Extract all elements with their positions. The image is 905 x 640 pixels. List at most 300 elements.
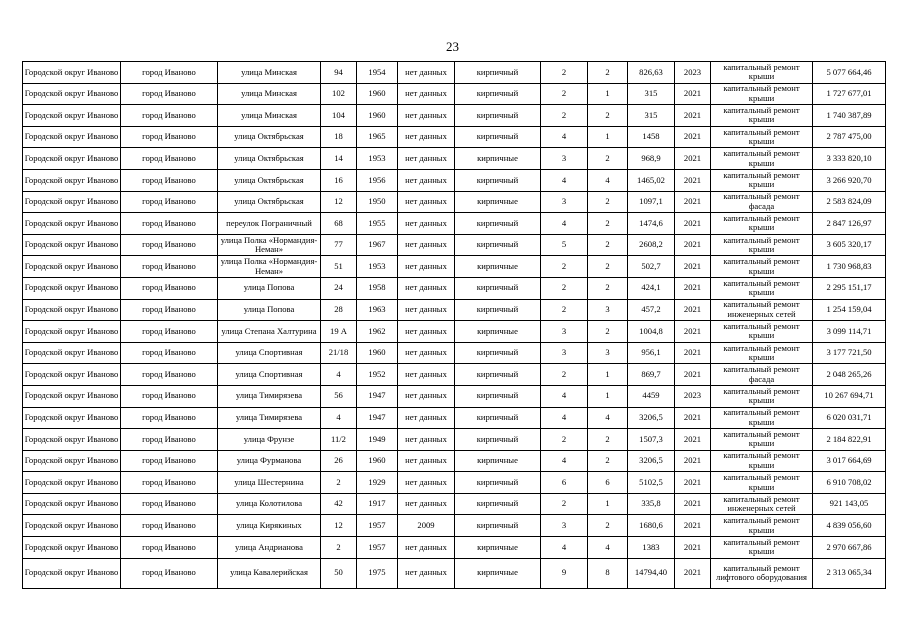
cell-street: улица Колотилова xyxy=(218,493,321,515)
cell-floors: 2 xyxy=(541,62,588,84)
cell-plan-year: 2021 xyxy=(675,558,711,588)
cell-area: 315 xyxy=(628,83,675,105)
cell-cost: 3 099 114,71 xyxy=(813,321,886,343)
cell-wall-material: кирпичный xyxy=(455,364,541,386)
cell-area: 1097,1 xyxy=(628,191,675,213)
cell-year-commissioned: нет данных xyxy=(398,169,455,191)
cell-house-number: 28 xyxy=(321,299,357,321)
cell-settlement: город Иваново xyxy=(121,126,218,148)
cell-wall-material: кирпичные xyxy=(455,558,541,588)
table-row xyxy=(23,62,886,84)
table-row xyxy=(23,299,886,321)
cell-year-built: 1947 xyxy=(357,385,398,407)
cell-plan-year: 2021 xyxy=(675,472,711,494)
cell-plan-year: 2021 xyxy=(675,169,711,191)
table-row xyxy=(23,472,886,494)
cell-year-built: 1965 xyxy=(357,126,398,148)
cell-year-built: 1956 xyxy=(357,169,398,191)
cell-repair-type: капитальный ремонт крыши xyxy=(711,169,813,191)
table-row xyxy=(23,277,886,299)
cell-year-commissioned: нет данных xyxy=(398,277,455,299)
cell-entrances: 2 xyxy=(588,105,628,127)
cell-cost: 1 740 387,89 xyxy=(813,105,886,127)
table-row xyxy=(23,169,886,191)
cell-plan-year: 2021 xyxy=(675,364,711,386)
cell-house-number: 14 xyxy=(321,148,357,170)
cell-year-commissioned: нет данных xyxy=(398,234,455,256)
cell-floors: 2 xyxy=(541,299,588,321)
cell-floors: 5 xyxy=(541,234,588,256)
table-row xyxy=(23,234,886,256)
cell-entrances: 2 xyxy=(588,191,628,213)
cell-municipality: Городской округ Иваново xyxy=(23,537,121,559)
cell-cost: 2 295 151,17 xyxy=(813,277,886,299)
cell-repair-type: капитальный ремонт крыши xyxy=(711,537,813,559)
cell-repair-type: капитальный ремонт инженерных сетей xyxy=(711,493,813,515)
cell-wall-material: кирпичный xyxy=(455,213,541,235)
cell-entrances: 8 xyxy=(588,558,628,588)
cell-entrances: 2 xyxy=(588,429,628,451)
cell-wall-material: кирпичный xyxy=(455,429,541,451)
cell-area: 869,7 xyxy=(628,364,675,386)
cell-house-number: 18 xyxy=(321,126,357,148)
cell-plan-year: 2021 xyxy=(675,234,711,256)
cell-street: улица Минская xyxy=(218,62,321,84)
cell-floors: 2 xyxy=(541,105,588,127)
cell-plan-year: 2021 xyxy=(675,191,711,213)
table-row xyxy=(23,105,886,127)
cell-year-commissioned: нет данных xyxy=(398,256,455,278)
cell-street: улица Степана Халтурина xyxy=(218,321,321,343)
cell-cost: 1 727 677,01 xyxy=(813,83,886,105)
cell-entrances: 2 xyxy=(588,277,628,299)
cell-repair-type: капитальный ремонт крыши xyxy=(711,148,813,170)
cell-repair-type: капитальный ремонт крыши xyxy=(711,83,813,105)
cell-repair-type: капитальный ремонт крыши xyxy=(711,429,813,451)
cell-street: улица Октябрьская xyxy=(218,169,321,191)
cell-area: 1004,8 xyxy=(628,321,675,343)
cell-entrances: 1 xyxy=(588,364,628,386)
cell-plan-year: 2021 xyxy=(675,537,711,559)
cell-cost: 1 254 159,04 xyxy=(813,299,886,321)
cell-cost: 2 184 822,91 xyxy=(813,429,886,451)
cell-plan-year: 2021 xyxy=(675,429,711,451)
cell-floors: 3 xyxy=(541,148,588,170)
cell-entrances: 3 xyxy=(588,342,628,364)
cell-year-commissioned: нет данных xyxy=(398,299,455,321)
cell-year-built: 1953 xyxy=(357,148,398,170)
cell-floors: 2 xyxy=(541,83,588,105)
cell-year-commissioned: нет данных xyxy=(398,364,455,386)
cell-plan-year: 2021 xyxy=(675,450,711,472)
cell-settlement: город Иваново xyxy=(121,321,218,343)
cell-year-built: 1957 xyxy=(357,537,398,559)
cell-plan-year: 2023 xyxy=(675,385,711,407)
cell-settlement: город Иваново xyxy=(121,213,218,235)
cell-cost: 3 333 820,10 xyxy=(813,148,886,170)
cell-municipality: Городской округ Иваново xyxy=(23,407,121,429)
cell-cost: 2 970 667,86 xyxy=(813,537,886,559)
cell-repair-type: капитальный ремонт крыши xyxy=(711,450,813,472)
cell-house-number: 2 xyxy=(321,472,357,494)
cell-street: улица Минская xyxy=(218,105,321,127)
cell-house-number: 102 xyxy=(321,83,357,105)
cell-house-number: 16 xyxy=(321,169,357,191)
table-row xyxy=(23,493,886,515)
cell-entrances: 2 xyxy=(588,213,628,235)
cell-wall-material: кирпичный xyxy=(455,277,541,299)
cell-municipality: Городской округ Иваново xyxy=(23,515,121,537)
cell-plan-year: 2021 xyxy=(675,256,711,278)
cell-settlement: город Иваново xyxy=(121,472,218,494)
cell-municipality: Городской округ Иваново xyxy=(23,126,121,148)
cell-year-built: 1917 xyxy=(357,493,398,515)
cell-floors: 3 xyxy=(541,321,588,343)
cell-house-number: 26 xyxy=(321,450,357,472)
cell-area: 968,9 xyxy=(628,148,675,170)
cell-cost: 2 313 065,34 xyxy=(813,558,886,588)
cell-wall-material: кирпичные xyxy=(455,148,541,170)
cell-plan-year: 2021 xyxy=(675,148,711,170)
cell-entrances: 2 xyxy=(588,148,628,170)
cell-floors: 2 xyxy=(541,493,588,515)
cell-year-built: 1960 xyxy=(357,105,398,127)
cell-area: 826,63 xyxy=(628,62,675,84)
cell-municipality: Городской округ Иваново xyxy=(23,234,121,256)
cell-plan-year: 2021 xyxy=(675,493,711,515)
cell-municipality: Городской округ Иваново xyxy=(23,83,121,105)
table-row xyxy=(23,385,886,407)
cell-repair-type: капитальный ремонт инженерных сетей xyxy=(711,299,813,321)
cell-floors: 2 xyxy=(541,429,588,451)
cell-area: 3206,5 xyxy=(628,450,675,472)
cell-municipality: Городской округ Иваново xyxy=(23,299,121,321)
cell-plan-year: 2021 xyxy=(675,515,711,537)
cell-settlement: город Иваново xyxy=(121,62,218,84)
cell-year-commissioned: 2009 xyxy=(398,515,455,537)
cell-house-number: 56 xyxy=(321,385,357,407)
cell-year-commissioned: нет данных xyxy=(398,148,455,170)
cell-floors: 2 xyxy=(541,364,588,386)
cell-street: улица Октябрьская xyxy=(218,191,321,213)
cell-year-commissioned: нет данных xyxy=(398,493,455,515)
cell-area: 5102,5 xyxy=(628,472,675,494)
cell-floors: 4 xyxy=(541,450,588,472)
cell-repair-type: капитальный ремонт крыши xyxy=(711,234,813,256)
cell-house-number: 94 xyxy=(321,62,357,84)
cell-year-commissioned: нет данных xyxy=(398,342,455,364)
cell-year-commissioned: нет данных xyxy=(398,191,455,213)
cell-year-commissioned: нет данных xyxy=(398,213,455,235)
cell-wall-material: кирпичные xyxy=(455,450,541,472)
cell-street: улица Октябрьская xyxy=(218,148,321,170)
cell-street: улица Тимирязева xyxy=(218,407,321,429)
cell-year-commissioned: нет данных xyxy=(398,105,455,127)
cell-wall-material: кирпичный xyxy=(455,472,541,494)
table-row xyxy=(23,558,886,588)
cell-year-built: 1963 xyxy=(357,299,398,321)
cell-floors: 3 xyxy=(541,191,588,213)
cell-cost: 2 787 475,00 xyxy=(813,126,886,148)
cell-year-commissioned: нет данных xyxy=(398,537,455,559)
cell-settlement: город Иваново xyxy=(121,234,218,256)
cell-house-number: 50 xyxy=(321,558,357,588)
cell-year-built: 1958 xyxy=(357,277,398,299)
cell-settlement: город Иваново xyxy=(121,450,218,472)
cell-repair-type: капитальный ремонт крыши xyxy=(711,472,813,494)
cell-floors: 4 xyxy=(541,126,588,148)
cell-floors: 4 xyxy=(541,213,588,235)
cell-area: 315 xyxy=(628,105,675,127)
cell-year-commissioned: нет данных xyxy=(398,558,455,588)
cell-year-built: 1949 xyxy=(357,429,398,451)
cell-area: 1474,6 xyxy=(628,213,675,235)
cell-street: улица Шестернина xyxy=(218,472,321,494)
cell-cost: 3 177 721,50 xyxy=(813,342,886,364)
cell-cost: 2 583 824,09 xyxy=(813,191,886,213)
cell-cost: 3 266 920,70 xyxy=(813,169,886,191)
cell-house-number: 12 xyxy=(321,191,357,213)
cell-plan-year: 2021 xyxy=(675,299,711,321)
cell-settlement: город Иваново xyxy=(121,429,218,451)
cell-cost: 3 017 664,69 xyxy=(813,450,886,472)
cell-house-number: 21/18 xyxy=(321,342,357,364)
cell-area: 2608,2 xyxy=(628,234,675,256)
cell-wall-material: кирпичный xyxy=(455,493,541,515)
cell-settlement: город Иваново xyxy=(121,83,218,105)
cell-entrances: 2 xyxy=(588,256,628,278)
cell-street: улица Спортивная xyxy=(218,364,321,386)
cell-wall-material: кирпичный xyxy=(455,299,541,321)
cell-area: 1383 xyxy=(628,537,675,559)
cell-street: улица Минская xyxy=(218,83,321,105)
cell-settlement: город Иваново xyxy=(121,364,218,386)
cell-municipality: Городской округ Иваново xyxy=(23,558,121,588)
table-row xyxy=(23,191,886,213)
cell-cost: 6 910 708,02 xyxy=(813,472,886,494)
cell-floors: 3 xyxy=(541,515,588,537)
cell-year-built: 1960 xyxy=(357,83,398,105)
cell-repair-type: капитальный ремонт крыши xyxy=(711,407,813,429)
cell-street: улица Попова xyxy=(218,277,321,299)
cell-municipality: Городской округ Иваново xyxy=(23,105,121,127)
cell-year-built: 1960 xyxy=(357,342,398,364)
cell-street: улица Тимирязева xyxy=(218,385,321,407)
cell-street: улица Фурманова xyxy=(218,450,321,472)
cell-cost: 2 847 126,97 xyxy=(813,213,886,235)
cell-year-commissioned: нет данных xyxy=(398,126,455,148)
cell-floors: 4 xyxy=(541,407,588,429)
cell-wall-material: кирпичный xyxy=(455,515,541,537)
cell-entrances: 3 xyxy=(588,299,628,321)
table-row xyxy=(23,342,886,364)
cell-entrances: 4 xyxy=(588,407,628,429)
cell-settlement: город Иваново xyxy=(121,385,218,407)
cell-cost: 6 020 031,71 xyxy=(813,407,886,429)
cell-cost: 5 077 664,46 xyxy=(813,62,886,84)
cell-wall-material: кирпичные xyxy=(455,191,541,213)
cell-year-built: 1929 xyxy=(357,472,398,494)
cell-municipality: Городской округ Иваново xyxy=(23,429,121,451)
cell-entrances: 2 xyxy=(588,62,628,84)
cell-wall-material: кирпичные xyxy=(455,256,541,278)
cell-street: улица Попова xyxy=(218,299,321,321)
cell-entrances: 2 xyxy=(588,450,628,472)
cell-repair-type: капитальный ремонт крыши xyxy=(711,321,813,343)
cell-area: 4459 xyxy=(628,385,675,407)
cell-municipality: Городской округ Иваново xyxy=(23,148,121,170)
cell-year-built: 1962 xyxy=(357,321,398,343)
cell-cost: 3 605 320,17 xyxy=(813,234,886,256)
cell-floors: 4 xyxy=(541,169,588,191)
table-row xyxy=(23,450,886,472)
cell-floors: 2 xyxy=(541,256,588,278)
cell-street: улица Полка «Нормандия-Неман» xyxy=(218,234,321,256)
cell-street: улица Кавалерийская xyxy=(218,558,321,588)
cell-entrances: 1 xyxy=(588,126,628,148)
cell-house-number: 2 xyxy=(321,537,357,559)
cell-street: переулок Пограничный xyxy=(218,213,321,235)
table-row xyxy=(23,213,886,235)
cell-repair-type: капитальный ремонт крыши xyxy=(711,126,813,148)
cell-street: улица Фрунзе xyxy=(218,429,321,451)
cell-street: улица Октябрьская xyxy=(218,126,321,148)
cell-settlement: город Иваново xyxy=(121,277,218,299)
table-row xyxy=(23,148,886,170)
table-row xyxy=(23,407,886,429)
cell-wall-material: кирпичные xyxy=(455,321,541,343)
cell-house-number: 11/2 xyxy=(321,429,357,451)
cell-street: улица Спортивная xyxy=(218,342,321,364)
cell-house-number: 19 А xyxy=(321,321,357,343)
cell-year-built: 1955 xyxy=(357,213,398,235)
cell-year-commissioned: нет данных xyxy=(398,472,455,494)
page-number: 23 xyxy=(446,39,459,54)
cell-plan-year: 2021 xyxy=(675,342,711,364)
cell-wall-material: кирпичный xyxy=(455,169,541,191)
cell-municipality: Городской округ Иваново xyxy=(23,385,121,407)
cell-area: 457,2 xyxy=(628,299,675,321)
cell-cost: 4 839 056,60 xyxy=(813,515,886,537)
cell-entrances: 1 xyxy=(588,493,628,515)
cell-settlement: город Иваново xyxy=(121,537,218,559)
cell-repair-type: капитальный ремонт крыши xyxy=(711,105,813,127)
cell-wall-material: кирпичные xyxy=(455,537,541,559)
cell-municipality: Городской округ Иваново xyxy=(23,277,121,299)
cell-plan-year: 2021 xyxy=(675,277,711,299)
cell-wall-material: кирпичный xyxy=(455,105,541,127)
cell-settlement: город Иваново xyxy=(121,169,218,191)
cell-area: 424,1 xyxy=(628,277,675,299)
cell-settlement: город Иваново xyxy=(121,515,218,537)
cell-settlement: город Иваново xyxy=(121,558,218,588)
cell-street: улица Полка «Нормандия-Неман» xyxy=(218,256,321,278)
cell-year-built: 1950 xyxy=(357,191,398,213)
cell-settlement: город Иваново xyxy=(121,407,218,429)
cell-year-built: 1960 xyxy=(357,450,398,472)
cell-entrances: 2 xyxy=(588,515,628,537)
table-row xyxy=(23,256,886,278)
cell-wall-material: кирпичный xyxy=(455,234,541,256)
cell-entrances: 4 xyxy=(588,169,628,191)
cell-floors: 6 xyxy=(541,472,588,494)
cell-repair-type: капитальный ремонт лифтового оборудования xyxy=(711,558,813,588)
cell-house-number: 24 xyxy=(321,277,357,299)
cell-wall-material: кирпичный xyxy=(455,83,541,105)
cell-repair-type: капитальный ремонт крыши xyxy=(711,515,813,537)
cell-house-number: 42 xyxy=(321,493,357,515)
cell-wall-material: кирпичный xyxy=(455,342,541,364)
cell-settlement: город Иваново xyxy=(121,256,218,278)
table-row xyxy=(23,429,886,451)
cell-municipality: Городской округ Иваново xyxy=(23,169,121,191)
cell-house-number: 77 xyxy=(321,234,357,256)
cell-municipality: Городской округ Иваново xyxy=(23,256,121,278)
cell-cost: 1 730 968,83 xyxy=(813,256,886,278)
cell-entrances: 1 xyxy=(588,385,628,407)
cell-settlement: город Иваново xyxy=(121,493,218,515)
cell-municipality: Городской округ Иваново xyxy=(23,191,121,213)
cell-house-number: 51 xyxy=(321,256,357,278)
cell-settlement: город Иваново xyxy=(121,191,218,213)
cell-cost: 10 267 694,71 xyxy=(813,385,886,407)
cell-area: 1680,6 xyxy=(628,515,675,537)
cell-plan-year: 2021 xyxy=(675,407,711,429)
cell-area: 956,1 xyxy=(628,342,675,364)
cell-house-number: 4 xyxy=(321,364,357,386)
cell-municipality: Городской округ Иваново xyxy=(23,62,121,84)
cell-year-built: 1953 xyxy=(357,256,398,278)
cell-year-built: 1952 xyxy=(357,364,398,386)
cell-area: 502,7 xyxy=(628,256,675,278)
table-row xyxy=(23,83,886,105)
cell-wall-material: кирпичный xyxy=(455,62,541,84)
cell-cost: 2 048 265,26 xyxy=(813,364,886,386)
cell-year-built: 1947 xyxy=(357,407,398,429)
cell-floors: 3 xyxy=(541,342,588,364)
cell-area: 3206,5 xyxy=(628,407,675,429)
cell-entrances: 6 xyxy=(588,472,628,494)
cell-repair-type: капитальный ремонт крыши xyxy=(711,385,813,407)
cell-area: 335,8 xyxy=(628,493,675,515)
cell-area: 1507,3 xyxy=(628,429,675,451)
cell-plan-year: 2021 xyxy=(675,126,711,148)
cell-municipality: Городской округ Иваново xyxy=(23,342,121,364)
cell-municipality: Городской округ Иваново xyxy=(23,493,121,515)
cell-area: 14794,40 xyxy=(628,558,675,588)
cell-house-number: 12 xyxy=(321,515,357,537)
cell-floors: 9 xyxy=(541,558,588,588)
cell-plan-year: 2021 xyxy=(675,213,711,235)
cell-year-commissioned: нет данных xyxy=(398,450,455,472)
cell-plan-year: 2023 xyxy=(675,62,711,84)
cell-house-number: 68 xyxy=(321,213,357,235)
cell-municipality: Городской округ Иваново xyxy=(23,472,121,494)
cell-year-built: 1954 xyxy=(357,62,398,84)
table-row xyxy=(23,537,886,559)
cell-wall-material: кирпичный xyxy=(455,385,541,407)
cell-repair-type: капитальный ремонт крыши xyxy=(711,256,813,278)
cell-year-commissioned: нет данных xyxy=(398,407,455,429)
table-row xyxy=(23,515,886,537)
table-row xyxy=(23,126,886,148)
cell-year-commissioned: нет данных xyxy=(398,429,455,451)
cell-plan-year: 2021 xyxy=(675,321,711,343)
cell-year-commissioned: нет данных xyxy=(398,62,455,84)
cell-repair-type: капитальный ремонт крыши xyxy=(711,62,813,84)
cell-repair-type: капитальный ремонт крыши xyxy=(711,277,813,299)
cell-house-number: 4 xyxy=(321,407,357,429)
